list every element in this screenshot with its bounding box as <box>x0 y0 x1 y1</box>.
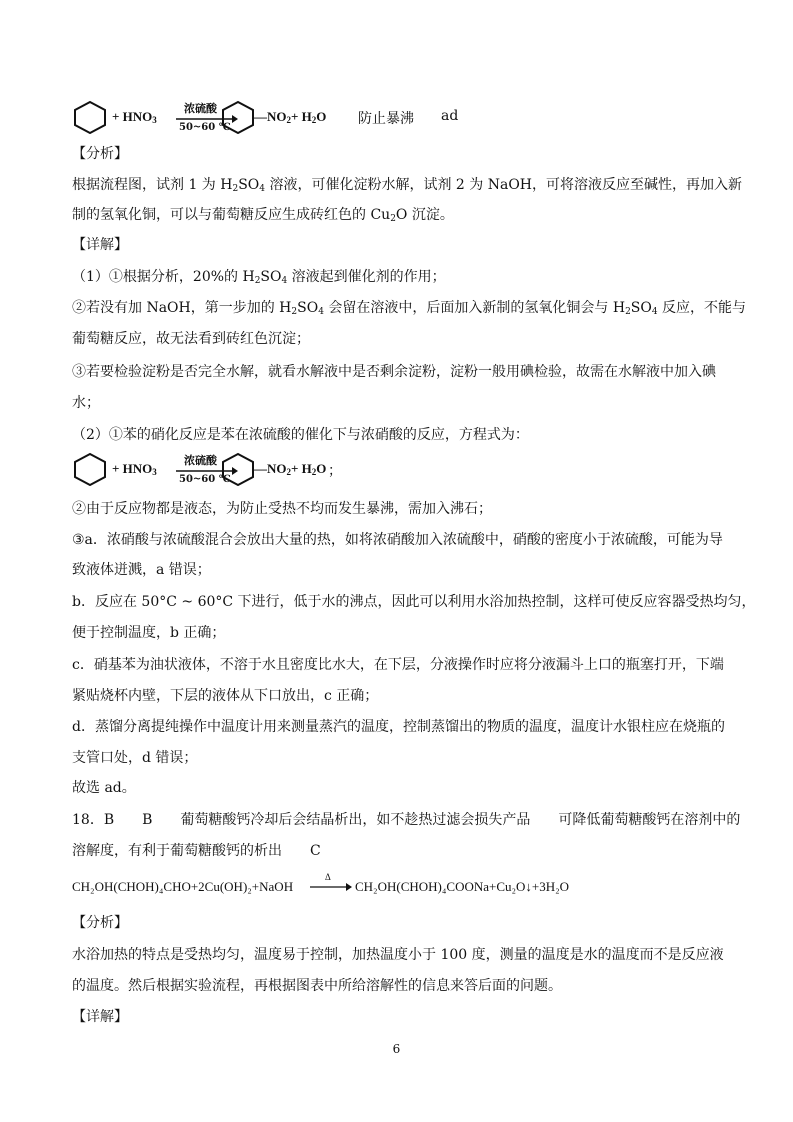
condition-temperature: 50~60 ℃ <box>179 474 231 485</box>
benzene-ring-icon <box>72 452 108 486</box>
answer-boiling: 防止暴沸 <box>358 111 414 127</box>
question-18-answer: 18．B B 葡萄糖酸钙冷却后会结晶析出，如不趁热过滤会损失产品 可降低葡萄糖酸钙在溶剂中的 <box>72 812 741 828</box>
paragraph-line: d．蒸馏分离提纯操作中温度计用来测量蒸汽的温度，控制蒸馏出的物质的温度，温度计水银柱应在烧瓶的 <box>72 719 725 735</box>
benzene-ring-icon <box>220 100 256 134</box>
reaction-arrow-icon <box>310 883 352 891</box>
benzene-ring-icon <box>72 100 108 134</box>
section-heading-detail: 【详解】 <box>72 1009 128 1025</box>
benzene-ring-icon <box>220 452 256 486</box>
page-number: 6 <box>392 1042 401 1056</box>
paragraph-line: ③a．浓硝酸与浓硫酸混合会放出大量的热，如将浓硝酸加入浓硫酸中，硝酸的密度小于浓硫酸，可能为导 <box>72 532 723 548</box>
paragraph-line: 支管口处，d 错误； <box>72 750 198 766</box>
paragraph-line: 制的氢氧化铜，可以与葡萄糖反应生成砖红色的 $Cu_2O$ 沉淀。 <box>72 207 454 224</box>
subscript: 3 <box>152 115 157 125</box>
condition-catalyst: 浓硫酸 <box>184 102 217 115</box>
paragraph-line: 致液体迸溅，a 错误； <box>72 562 211 578</box>
reactant-hno3: + HNO <box>112 109 153 124</box>
section-heading-detail: 【详解】 <box>72 237 128 253</box>
subscript: 2 <box>311 115 317 125</box>
glucose-equation: CH₂OH(CHOH)₄CHO+2Cu(OH)₂+NaOH Δ CH₂OH(CHOH)₄COONa+Cu₂O↓+3H₂O <box>72 872 570 894</box>
condition-temperature: 50~60 ℃ <box>179 122 231 133</box>
paragraph-line: （2）①苯的硝化反应是苯在浓硫酸的催化下与浓硝酸的反应，方程式为： <box>72 427 529 443</box>
paragraph-line: c．硝基苯为油状液体，不溶于水且密度比水大，在下层，分液操作时应将分液漏斗上口的瓶塞打开，下端 <box>72 657 724 673</box>
paragraph-line: 根据流程图，试剂 1 为 $H_2SO_4$ 溶液，可催化淀粉水解，试剂 2 为 NaOH，可将溶液反应至碱性，再加入新 <box>72 177 743 194</box>
question-18-answer: 溶解度，有利于葡萄糖酸钙的析出 C <box>72 843 321 859</box>
product-nitro: —NO <box>254 109 287 124</box>
product-water: + H <box>291 109 312 124</box>
condition-catalyst: 浓硫酸 <box>184 454 217 467</box>
paragraph-line: 紧贴烧杯内壁，下层的液体从下口放出，c 正确； <box>72 688 379 704</box>
paragraph-line: 水； <box>72 395 100 411</box>
section-heading-analysis: 【分析】 <box>72 915 128 931</box>
delta-symbol: Δ <box>325 872 331 882</box>
paragraph-line: 葡萄糖反应，故无法看到砖红色沉淀； <box>72 331 310 347</box>
nitration-equation-2: + $HNO_3$ 浓硫酸 50~60 ℃ $—NO_2+ H_2O$ ； <box>72 452 392 488</box>
paragraph-line: ②若没有加 NaOH，第一步加的 $H_2SO_4$ 会留在溶液中，后面加入新制的氢氧化铜会与 $H_2SO_4$ 反应，不能与 <box>72 300 747 317</box>
section-heading-analysis: 【分析】 <box>72 146 128 162</box>
paragraph-line: （1）①根据分析，20%的 $H_2SO_4$ 溶液起到催化剂的作用； <box>72 269 446 286</box>
answer-ad: ad <box>441 108 459 124</box>
paragraph-line: ③若要检验淀粉是否完全水解，就看水解液中是否剩余淀粉，淀粉一般用碘检验，故需在水解液中加入碘 <box>72 364 716 380</box>
paragraph-line: 故选 ad。 <box>72 780 136 796</box>
subscript: 2 <box>286 115 291 125</box>
paragraph-line: 便于控制温度，b 正确； <box>72 625 226 641</box>
paragraph-line: 的温度。然后根据实验流程，再根据图表中所给溶解性的信息来答后面的问题。 <box>72 978 562 994</box>
paragraph-line: b．反应在 50°C ~ 60°C 下进行，低于水的沸点，因此可以利用水浴加热控制，这样可使反应容器受热均匀， <box>72 594 756 610</box>
paragraph-line: 水浴加热的特点是受热均匀，温度易于控制，加热温度小于 100 度，测量的温度是水的温度而不是反应液 <box>72 947 724 963</box>
nitration-equation-1: + $HNO_3$ 浓硫酸 50~60 ℃ $—NO_2+ H_2O$ 防止暴沸 ad <box>72 100 632 136</box>
paragraph-line: ②由于反应物都是液态，为防止受热不均而发生暴沸，需加入沸石； <box>72 501 492 517</box>
